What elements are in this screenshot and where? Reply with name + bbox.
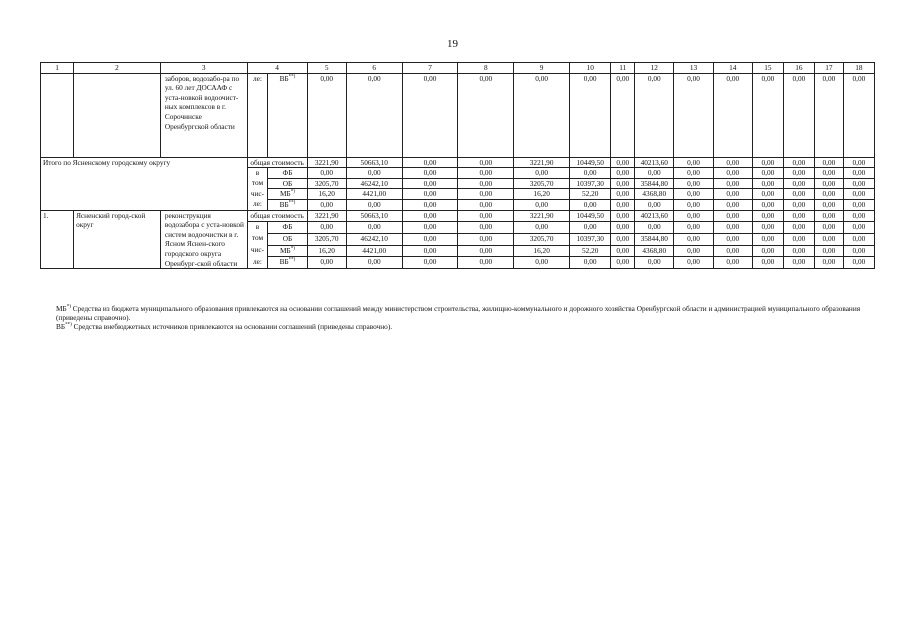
value-cell: 0,00 [752,178,783,189]
value-cell: 0,00 [713,73,752,157]
item-district: Ясненский город-ской округ [74,210,161,269]
header-cell: 11 [611,63,635,74]
value-cell: 0,00 [713,245,752,257]
value-cell: 0,00 [783,157,814,168]
value-cell: 16,20 [307,245,346,257]
value-cell: 0,00 [783,199,814,210]
value-cell: 0,00 [674,73,713,157]
value-cell: 0,00 [752,257,783,269]
value-cell: 0,00 [814,189,843,200]
header-cell: 15 [752,63,783,74]
value-cell: 0,00 [611,168,635,179]
value-cell: 0,00 [814,199,843,210]
budget-label: МБ*) [268,189,307,200]
header-cell: 14 [713,63,752,74]
value-cell: 35844,80 [635,178,674,189]
value-cell: 0,00 [307,222,346,234]
value-cell: 0,00 [843,245,874,257]
incl-label: чис- [247,245,268,257]
value-cell: 0,00 [458,189,514,200]
header-cell: 16 [783,63,814,74]
incl-label: чис- [247,189,268,200]
header-row [41,63,875,74]
value-cell: 0,00 [611,157,635,168]
value-cell: 0,00 [635,168,674,179]
incl-label: в [247,168,268,179]
value-cell: 3221,90 [307,210,346,222]
value-cell: 0,00 [783,222,814,234]
total-row [41,157,875,168]
value-cell: 35844,80 [635,233,674,245]
value-cell: 0,00 [674,199,713,210]
value-cell: 0,00 [783,73,814,157]
value-cell: 0,00 [674,245,713,257]
budget-label: ОБ [268,178,307,189]
value-cell: 10397,30 [570,233,611,245]
value-cell: 0,00 [402,168,458,179]
value-cell: 16,20 [514,189,570,200]
value-cell: 3205,70 [514,233,570,245]
value-cell: 0,00 [611,199,635,210]
value-cell: 0,00 [843,168,874,179]
value-cell: 0,00 [783,168,814,179]
header-cell: 12 [635,63,674,74]
footnote-mb-mark: МБ*) [56,304,71,313]
value-cell: 0,00 [752,168,783,179]
value-cell: 0,00 [611,257,635,269]
budget-label: ФБ [268,222,307,234]
value-cell: 0,00 [752,73,783,157]
value-cell: 0,00 [783,189,814,200]
value-cell: 0,00 [514,73,570,157]
general-cost-label: общая стоимость [247,157,307,168]
header-cell: 2 [74,63,161,74]
value-cell: 0,00 [458,222,514,234]
value-cell: 0,00 [458,245,514,257]
value-cell: 3205,70 [307,233,346,245]
budget-label: ВБ**) [268,257,307,269]
value-cell: 0,00 [814,257,843,269]
value-cell: 46242,10 [346,233,402,245]
value-cell: 3205,70 [307,178,346,189]
value-cell: 0,00 [752,222,783,234]
value-cell: 0,00 [514,257,570,269]
value-cell: 0,00 [307,73,346,157]
value-cell: 10397,30 [570,178,611,189]
value-cell: 0,00 [402,210,458,222]
value-cell: 0,00 [843,222,874,234]
value-cell: 52,20 [570,245,611,257]
value-cell: 0,00 [783,257,814,269]
value-cell: 0,00 [843,210,874,222]
value-cell: 0,00 [307,168,346,179]
value-cell: 0,00 [402,245,458,257]
incl-label: том [247,233,268,245]
value-cell: 0,00 [674,189,713,200]
value-cell: 0,00 [611,222,635,234]
incl-label: том [247,178,268,189]
value-cell: 0,00 [814,222,843,234]
value-cell: 4421,00 [346,245,402,257]
value-cell: 0,00 [814,210,843,222]
value-cell: 0,00 [346,199,402,210]
project-description: заборов, водозабо-ра по ул. 60 лет ДОСААФ с уста-новкой водоочист-ных комплексов в г. Сорочинске Оренбургской области [160,73,247,157]
header-cell: 6 [346,63,402,74]
value-cell: 0,00 [713,189,752,200]
footnote-vb-text: Средства внебюджетных источников привлекаются на основании соглашений (приведены справочно). [73,322,393,332]
value-cell: 0,00 [458,233,514,245]
value-cell: 0,00 [674,222,713,234]
value-cell: 0,00 [752,210,783,222]
value-cell: 0,00 [635,199,674,210]
value-cell: 4368,80 [635,245,674,257]
value-cell: 40213,60 [635,210,674,222]
value-cell: 0,00 [458,178,514,189]
total-label: Итого по Ясненскому городскому округу [41,157,248,210]
header-cell: 7 [402,63,458,74]
value-cell: 0,00 [713,210,752,222]
value-cell: 0,00 [458,210,514,222]
value-cell: 0,00 [402,257,458,269]
value-cell: 0,00 [843,73,874,157]
row-number-cell [41,73,74,157]
value-cell: 0,00 [346,73,402,157]
value-cell: 0,00 [752,233,783,245]
value-cell: 16,20 [514,245,570,257]
value-cell: 0,00 [752,157,783,168]
value-cell: 0,00 [713,199,752,210]
value-cell: 0,00 [843,257,874,269]
value-cell: 0,00 [611,210,635,222]
value-cell: 4421,00 [346,189,402,200]
value-cell: 0,00 [814,168,843,179]
value-cell: 0,00 [635,73,674,157]
value-cell: 0,00 [570,222,611,234]
budget-label: ФБ [268,168,307,179]
value-cell: 0,00 [514,222,570,234]
value-cell: 0,00 [611,233,635,245]
value-cell: 0,00 [843,157,874,168]
value-cell: 0,00 [783,178,814,189]
value-cell: 3221,90 [514,157,570,168]
value-cell: 10449,50 [570,210,611,222]
header-cell: 1 [41,63,74,74]
value-cell: 0,00 [346,257,402,269]
value-cell: 0,00 [458,157,514,168]
value-cell: 0,00 [402,199,458,210]
value-cell: 0,00 [402,73,458,157]
value-cell: 0,00 [843,199,874,210]
value-cell: 0,00 [570,73,611,157]
value-cell: 0,00 [635,257,674,269]
value-cell: 0,00 [514,199,570,210]
value-cell: 0,00 [674,257,713,269]
value-cell: 52,20 [570,189,611,200]
footnote-mb-text: Средства из бюджета муниципального образования привлекаются на основании соглашений между министерством строительства, жилищно-коммунального и дорожного хозяйства Оренбургской области и администрацией муниципального образования (приведены справочно). [56,304,861,323]
value-cell: 0,00 [674,233,713,245]
value-cell: 0,00 [814,73,843,157]
value-cell: 0,00 [402,189,458,200]
value-cell: 0,00 [752,189,783,200]
incl-label: ле: [247,199,268,210]
value-cell: 16,20 [307,189,346,200]
value-cell: 50663,10 [346,210,402,222]
value-cell: 0,00 [674,168,713,179]
value-cell: 10449,50 [570,157,611,168]
value-cell: 0,00 [843,189,874,200]
header-cell: 18 [843,63,874,74]
footnote-vb-mark: ВБ**) [56,322,72,332]
value-cell: 0,00 [402,222,458,234]
value-cell: 0,00 [814,245,843,257]
value-cell: 0,00 [611,245,635,257]
value-cell: 0,00 [674,157,713,168]
value-cell: 0,00 [635,222,674,234]
value-cell: 0,00 [783,245,814,257]
item-project-description: реконструкция водозабора с уста-новкой систем водоочистки в г. Ясном Яснен-ского городского округа Оренбург-ской области [160,210,247,269]
footnote-mb [40,304,875,322]
value-cell: 0,00 [402,233,458,245]
header-cell: 9 [514,63,570,74]
value-cell: 0,00 [611,178,635,189]
item-row [41,210,875,222]
value-cell: 0,00 [843,178,874,189]
footnote-vb [40,322,875,331]
value-cell: 0,00 [713,257,752,269]
value-cell: 0,00 [713,168,752,179]
value-cell: 3221,90 [514,210,570,222]
incl-label: ле: [247,73,268,157]
value-cell: 0,00 [570,199,611,210]
value-cell: 4368,80 [635,189,674,200]
header-cell: 13 [674,63,713,74]
item-number: 1. [41,210,74,269]
table-row [41,73,875,157]
value-cell: 3221,90 [307,157,346,168]
value-cell: 0,00 [307,257,346,269]
value-cell: 0,00 [814,233,843,245]
value-cell: 0,00 [674,178,713,189]
value-cell: 0,00 [458,73,514,157]
value-cell: 0,00 [713,157,752,168]
value-cell: 0,00 [611,73,635,157]
value-cell: 0,00 [814,178,843,189]
incl-label: ле: [247,257,268,269]
header-cell: 17 [814,63,843,74]
budget-label: ВБ**) [268,73,307,157]
value-cell: 0,00 [783,210,814,222]
budget-table [40,62,875,269]
value-cell: 0,00 [570,257,611,269]
value-cell: 0,00 [674,210,713,222]
general-cost-label: общая стоимость [247,210,307,222]
value-cell: 46242,10 [346,178,402,189]
value-cell: 0,00 [458,199,514,210]
value-cell: 0,00 [713,178,752,189]
value-cell: 0,00 [814,157,843,168]
page-number: 19 [447,38,458,50]
district-cell [74,73,161,157]
value-cell: 0,00 [843,233,874,245]
value-cell: 0,00 [713,233,752,245]
value-cell: 0,00 [611,189,635,200]
value-cell: 0,00 [570,168,611,179]
header-cell: 8 [458,63,514,74]
header-cell: 4 [247,63,307,74]
header-cell: 3 [160,63,247,74]
value-cell: 50663,10 [346,157,402,168]
value-cell: 0,00 [402,157,458,168]
budget-label: МБ*) [268,245,307,257]
value-cell: 0,00 [346,222,402,234]
value-cell: 0,00 [752,199,783,210]
value-cell: 0,00 [514,168,570,179]
footnotes [40,304,875,332]
value-cell: 40213,60 [635,157,674,168]
value-cell: 0,00 [402,178,458,189]
value-cell: 0,00 [458,257,514,269]
value-cell: 0,00 [346,168,402,179]
header-cell: 5 [307,63,346,74]
budget-label: ВБ**) [268,199,307,210]
value-cell: 0,00 [307,199,346,210]
budget-label: ОБ [268,233,307,245]
header-cell: 10 [570,63,611,74]
value-cell: 3205,70 [514,178,570,189]
value-cell: 0,00 [458,168,514,179]
incl-label: в [247,222,268,234]
value-cell: 0,00 [752,245,783,257]
value-cell: 0,00 [713,222,752,234]
value-cell: 0,00 [783,233,814,245]
